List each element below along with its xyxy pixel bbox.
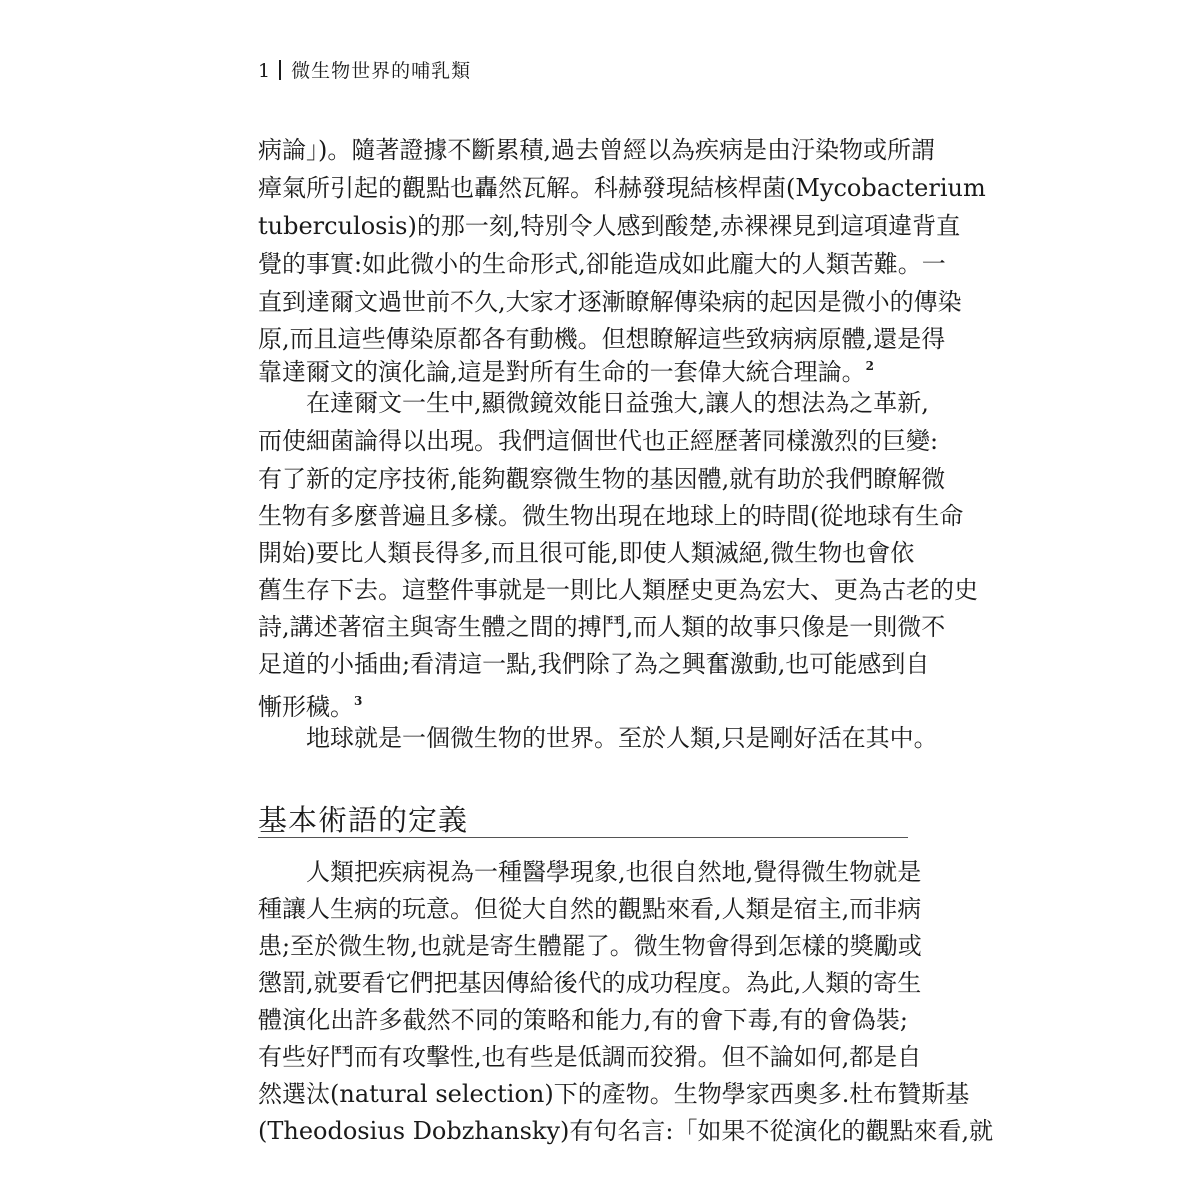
- text-line: 瘴氣所引起的觀點也轟然瓦解。科赫發現結核桿菌(Mycobacterium: [258, 174, 986, 202]
- text-line: 舊生存下去。這整件事就是一則比人類歷史更為宏大、更為古老的史: [258, 576, 978, 604]
- page-number: 1: [258, 60, 272, 82]
- running-title: 微生物世界的哺乳類: [291, 60, 472, 82]
- text-line: 開始)要比人類長得多,而且很可能,即使人類滅絕,微生物也會依: [258, 539, 915, 567]
- text-line: 靠達爾文的演化論,這是對所有生命的一套偉大統合理論。: [258, 358, 866, 386]
- text-line: 而使細菌論得以出現。我們這個世代也正經歷著同樣激烈的巨變:: [258, 427, 939, 455]
- text-line-with-footnote: [258, 684, 908, 720]
- text-line: 直到達爾文過世前不久,大家才逐漸瞭解傳染病的起因是微小的傳染: [258, 288, 962, 316]
- text-line: 慚形穢。: [258, 693, 354, 721]
- text-line-with-footnote: [258, 349, 908, 385]
- text-line: 有些好鬥而有攻擊性,也有些是低調而狡猾。但不論如何,都是自: [258, 1043, 922, 1071]
- text-line: (Theodosius Dobzhansky)有句名言:「如果不從演化的觀點來看,就: [258, 1117, 994, 1145]
- text-line: 懲罰,就要看它們把基因傳給後代的成功程度。為此,人類的寄生: [258, 969, 922, 997]
- text-line: 詩,講述著宿主與寄生體之間的搏鬥,而人類的故事只像是一則微不: [258, 613, 946, 641]
- header-divider: [279, 60, 281, 80]
- text-line: 足道的小插曲;看清這一點,我們除了為之興奮激動,也可能感到自: [258, 650, 930, 678]
- text-line: 然選汰(natural selection)下的產物。生物學家西奧多.杜布贊斯基: [258, 1080, 970, 1108]
- text-line: 地球就是一個微生物的世界。至於人類,只是剛好活在其中。: [306, 724, 938, 752]
- text-line: 人類把疾病視為一種醫學現象,也很自然地,覺得微生物就是: [306, 858, 922, 886]
- text-line: 種讓人生病的玩意。但從大自然的觀點來看,人類是宿主,而非病: [258, 895, 922, 923]
- text-line: 在達爾文一生中,顯微鏡效能日益強大,讓人的想法為之革新,: [306, 389, 929, 417]
- section-heading: 基本術語的定義: [258, 803, 469, 837]
- text-line: 患;至於微生物,也就是寄生體罷了。微生物會得到怎樣的獎勵或: [258, 932, 922, 960]
- text-line: 生物有多麼普遍且多樣。微生物出現在地球上的時間(從地球有生命: [258, 502, 964, 530]
- text-line: tuberculosis)的那一刻,特別令人感到酸楚,赤裸裸見到這項違背直: [258, 212, 961, 240]
- heading-rule: [258, 837, 908, 838]
- footnote-marker: 3: [354, 694, 363, 708]
- text-line: 原,而且這些傳染原都各有動機。但想瞭解這些致病病原體,還是得: [258, 325, 946, 353]
- text-line: 有了新的定序技術,能夠觀察微生物的基因體,就有助於我們瞭解微: [258, 465, 946, 493]
- text-line: 體演化出許多截然不同的策略和能力,有的會下毒,有的會偽裝;: [258, 1006, 908, 1034]
- footnote-marker: 2: [865, 359, 874, 373]
- text-line: 病論」)。隨著證據不斷累積,過去曾經以為疾病是由汙染物或所謂: [258, 136, 935, 164]
- text-line: 覺的事實:如此微小的生命形式,卻能造成如此龐大的人類苦難。一: [258, 250, 946, 278]
- running-header: [258, 56, 471, 86]
